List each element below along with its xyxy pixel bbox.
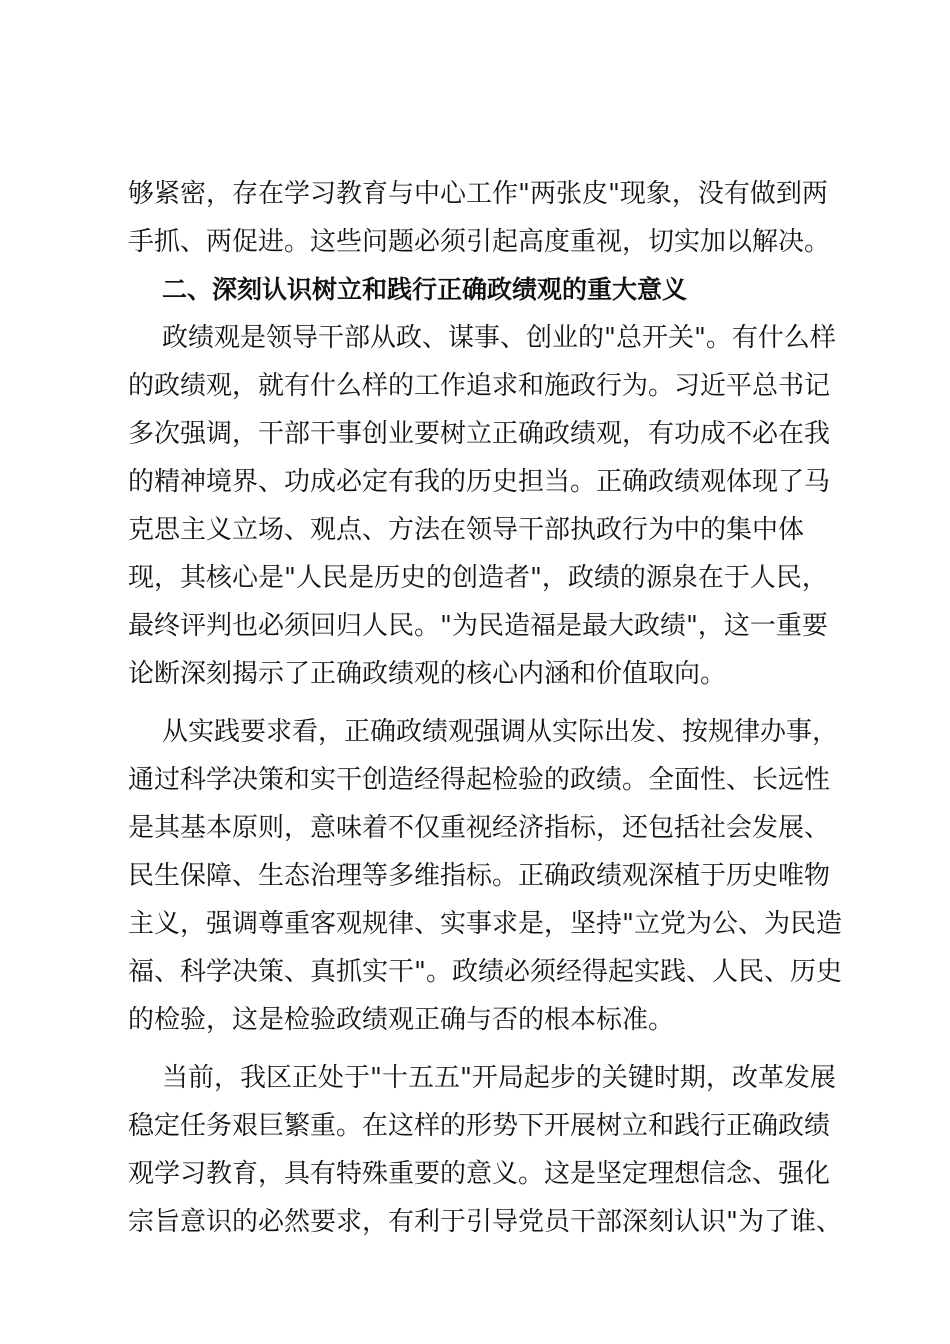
text-line: 宗旨意识的必然要求，有利于引导党员干部深刻认识"为了谁、 <box>128 1207 842 1237</box>
text-line: 的政绩观，就有什么样的工作追求和施政行为。习近平总书记 <box>128 371 831 401</box>
paragraph-first-line: 政绩观是领导干部从政、谋事、创业的"总开关"。有什么样 <box>162 323 836 353</box>
text-line: 观学习教育，具有特殊重要的意义。这是坚定理想信念、强化 <box>128 1159 831 1189</box>
text-line: 主义，强调尊重客观规律、实事求是，坚持"立党为公、为民造 <box>128 909 842 939</box>
text-line: 民生保障、生态治理等多维指标。正确政绩观深植于历史唯物 <box>128 861 831 891</box>
text-line: 最终评判也必须回归人民。"为民造福是最大政绩"，这一重要 <box>128 611 828 641</box>
text-line: 现，其核心是"人民是历史的创造者"，政绩的源泉在于人民， <box>128 563 828 593</box>
text-line: 的精神境界、功成必定有我的历史担当。正确政绩观体现了马 <box>128 467 831 497</box>
paragraph-first-line: 从实践要求看，正确政绩观强调从实际出发、按规律办事， <box>162 717 839 747</box>
text-line: 是其基本原则，意味着不仅重视经济指标，还包括社会发展、 <box>128 813 831 843</box>
text-line: 克思主义立场、观点、方法在领导干部执政行为中的集中体 <box>128 515 805 545</box>
text-line: 多次强调，干部干事创业要树立正确政绩观，有功成不必在我 <box>128 419 831 449</box>
text-line: 通过科学决策和实干创造经得起检验的政绩。全面性、长远性 <box>128 765 831 795</box>
text-line: 福、科学决策、真抓实干"。政绩必须经得起实践、人民、历史 <box>128 957 842 987</box>
paragraph-first-line: 当前，我区正处于"十五五"开局起步的关键时期，改革发展 <box>162 1063 836 1093</box>
text-line: 够紧密，存在学习教育与中心工作"两张皮"现象，没有做到两 <box>128 179 828 209</box>
text-line: 稳定任务艰巨繁重。在这样的形势下开展树立和践行正确政绩 <box>128 1111 831 1141</box>
document-body <box>128 170 842 1246</box>
section-heading: 二、深刻认识树立和践行正确政绩观的重大意义 <box>162 275 688 304</box>
text-line: 的检验，这是检验政绩观正确与否的根本标准。 <box>128 1005 675 1035</box>
text-line: 手抓、两促进。这些问题必须引起高度重视，切实加以解决。 <box>128 227 831 257</box>
text-line: 论断深刻揭示了正确政绩观的核心内涵和价值取向。 <box>128 659 727 689</box>
